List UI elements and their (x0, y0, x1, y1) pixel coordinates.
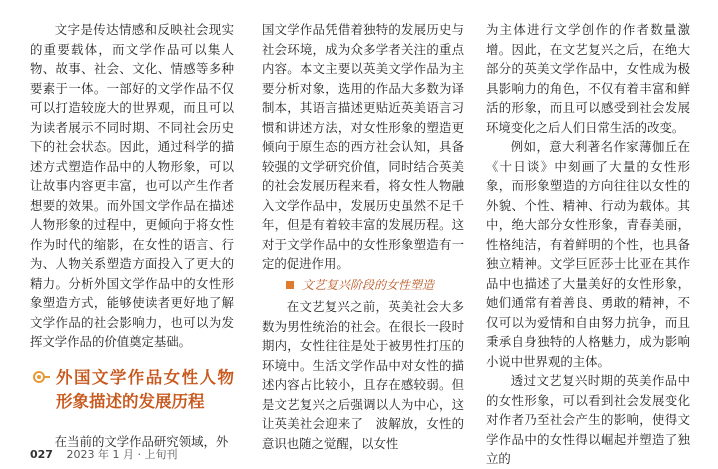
square-bullet-icon (286, 281, 294, 289)
column-1 (30, 20, 234, 451)
body-paragraph: 文字是传达情感和反映社会现实的重要载体，而文学作品可以集人物、故事、社会、文化、情感等多种要素于一体。一部好的文学作品不仅可以打造较庞大的世界观，而且可以为读者展示不同时期、不同社会历史下的社会状态。因此，通过科学的描述方式塑造作品中的人物形象，可以让故事内容更丰富，也可以产生作者想要的效果。而外国文学作品在描述人物形象的过程中，更倾向于将女性作为时代的缩影，在女性的语言、行为、人物关系塑造方面投入了更大的精力。分析外国文学作品中的女性形象塑造方式，能够使读者更好地了解文学作品的社会影响力，也可以为发挥文学作品的价值奠定基础。 (30, 22, 234, 349)
subsection-title: 文艺复兴阶段的女性塑造 (302, 277, 435, 292)
body-paragraph: 例如，意大利著名作家薄伽丘在《十日谈》中刻画了大量的女性形象，而形象塑造的方向往往以女性的外貌、个性、精神、行动为载体。其中，绝大部分女性形象，青春美丽，性格纯洁，有着鲜明的个性，也具备独立精神。文学巨匠莎士比亚在其作品中也描述了大量美好的女性形象，她们通常有着善良、勇敢的精神，不仅可以为爱情和自由努力抗争，而且秉承自身独特的人格魅力，成为影响小说中世界观的主体。 (486, 139, 690, 369)
column-2 (262, 20, 464, 453)
issue-label: 2023 年 1 月 · 上旬刊 (66, 448, 178, 461)
subsection-heading (286, 276, 464, 296)
page-number: 027 (30, 448, 53, 461)
body-paragraph: 在当前的文学作品研究领域，外 (54, 433, 229, 449)
target-bullet-icon (30, 366, 52, 390)
body-paragraph: 国文学作品凭借着独特的发展历史与社会环境，成为众多学者关注的重点内容。本文主要以英美文学作品为主要分析对象，选用的作品大多数为译制本，其语言描述更贴近英美语言习惯和讲述方法，对女性形象的塑造更倾向于原生态的西方社会认知，具备较强的文学研究价值，同时结合英美的社会发展历程来看，将女性人物融入文学作品中，发展历史虽然不足千年，但是有着较丰富的发展历程。这对于文学作品中的女性形象塑造有一定的促进作用。 (262, 22, 464, 271)
column-3 (486, 20, 690, 469)
body-paragraph: 透过文艺复兴时期的英美作品中的女性形象，可以看到社会发展变化对作者乃至社会产生的影响，使得文学作品中的女性得以崛起并塑造了独立的 (486, 373, 690, 466)
body-paragraph: 为主体进行文学创作的作者数量激增。因此，在文艺复兴之后，在绝大部分的英美文学作品中，女性成为极具影响力的角色，不仅有着丰富和鲜活的形象，而且可以感受到社会发展环境变化之后人们日常生活的改变。 (486, 22, 690, 135)
section-title: 外国文学作品女性人物形象描述的发展历程 (56, 367, 234, 411)
body-paragraph: 在文艺复兴之前，英美社会大多数为男性统治的社会。在很长一段时期内，女性往往是处于被男性打压的环境中。生活文学作品中对女性的描述内容占比较小，且存在感较弱。但是文艺复兴之后强调以人为中心，这让英美社会迎来了 波解放，女性的意识也随之觉醒，以女性 (262, 299, 464, 451)
section-heading (30, 366, 234, 414)
page-footer (30, 446, 177, 462)
